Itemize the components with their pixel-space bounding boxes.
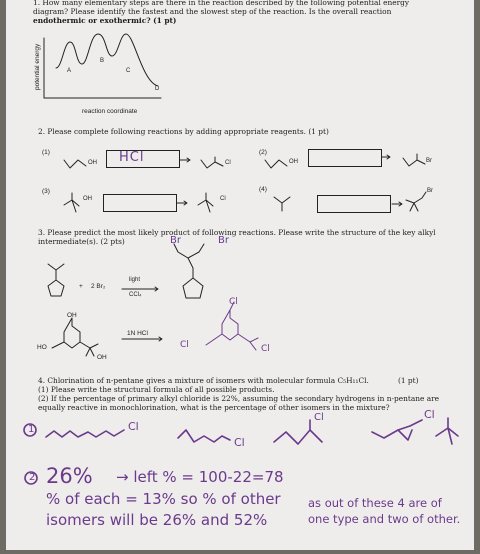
q4-hand-cl-d: Cl	[424, 408, 435, 421]
q3-hand-br-2: Br	[218, 235, 229, 246]
q4-struct-5	[436, 418, 458, 444]
q3-hand-cl-1: Cl	[229, 297, 238, 307]
q3-oh-top: OH	[67, 312, 77, 319]
q2-reaction-4	[274, 192, 426, 211]
q4-answer-note1: as out of these 4 are of	[308, 496, 442, 510]
q2-reagent-answer-1: HCl	[119, 150, 145, 165]
q3-plus: +	[79, 283, 83, 290]
q1-line1: 1. How many elementary steps are there in the reaction described by the following potential energy	[33, 0, 410, 7]
q2-label-3: (3)	[42, 188, 50, 195]
q2-header: 2. Please complete following reactions by adding appropriate reagents. (1 pt)	[38, 127, 329, 136]
q3-top-reactant	[48, 264, 64, 296]
q4-points: (1 pt)	[398, 376, 419, 385]
energy-curve	[56, 34, 158, 86]
q2-r3-product	[198, 193, 213, 212]
q1-point-a: A	[67, 68, 72, 74]
q4-hand-cl-c: Cl	[314, 412, 324, 423]
q2-oh-2: OH	[289, 159, 298, 165]
q3-top-arrow	[122, 287, 158, 291]
energy-diagram	[44, 34, 161, 98]
q4-line2: (1) Please write the structural formula of all possible products.	[38, 385, 275, 394]
q2-br-2: Br	[426, 158, 432, 164]
q3-line1: 3. Please predict the most likely product of following reactions. Please write the structure of the key alkyl	[38, 228, 436, 237]
q4-struct-2	[178, 430, 230, 442]
q3-bottom-reactant	[52, 318, 98, 356]
q3-hand-br-1: Br	[170, 235, 181, 246]
q2-r2-reactant	[265, 160, 287, 168]
q2-br-4: Br	[427, 188, 433, 194]
q4-answer-isomers: isomers will be 26% and 52%	[46, 511, 268, 529]
q2-r4-product	[406, 192, 426, 211]
q3-reaction-bottom	[52, 302, 258, 356]
q2-r4-arrow	[392, 202, 402, 206]
q3-hand-cl-2: Cl	[180, 340, 189, 350]
q3-reaction-top	[48, 244, 204, 298]
q4-struct-3	[274, 420, 322, 444]
q4-line1: 4. Chlorination of n-pentane gives a mixture of isomers with molecular formula C₅H₁₁Cl.	[38, 376, 369, 385]
q4-line3: (2) If the percentage of primary alkyl chloride is 22%, assuming the secondary hydrogens in n-pentane are	[38, 394, 440, 403]
q4-answer-left: → left % = 100-22=78	[116, 468, 284, 486]
q2-r4-reactant	[274, 197, 290, 211]
q3-oh-bottom: OH	[97, 354, 107, 361]
q4-hand-cl-b: Cl	[234, 436, 245, 449]
q4-line4: equally reactive in monochlorination, what is the percentage of other isomers in the mixture?	[38, 403, 390, 412]
q2-r1-product	[201, 157, 223, 168]
q1-line3: endothermic or exothermic? (1 pt)	[33, 16, 177, 25]
q2-oh-1: OH	[88, 160, 97, 166]
q3-bottom-arrow	[122, 337, 162, 341]
q2-r1-arrow	[180, 158, 190, 162]
q2-label-4: (4)	[259, 186, 267, 193]
q3-bottom-product	[206, 302, 258, 350]
q1-point-b: B	[100, 58, 105, 64]
q3-ho: HO	[37, 344, 47, 351]
q2-r3-arrow	[177, 201, 187, 205]
q1-point-c: C	[126, 68, 131, 74]
q2-cl-1: Cl	[225, 160, 231, 166]
q3-acid: 1N HCl	[127, 330, 148, 337]
q4-hand-cl-a: Cl	[128, 420, 139, 433]
q2-r1-reactant	[64, 160, 86, 168]
q4-struct-1	[46, 430, 124, 437]
q2-r2-arrow	[382, 155, 390, 159]
q3-line2: intermediate(s). (2 pts)	[38, 237, 125, 246]
q3-top-product	[174, 244, 204, 298]
q4-struct-4	[372, 420, 422, 440]
q2-cl-3: Cl	[220, 196, 226, 202]
q4-structures	[24, 418, 458, 484]
q2-r3-reactant	[64, 193, 79, 212]
q2-reaction-2	[265, 154, 425, 168]
q4-answer-each: % of each = 13% so % of other	[46, 490, 281, 508]
q1-line2: diagram? Please identify the fastest and the slowest step of the reaction. Is the overall reaction	[33, 7, 392, 16]
q3-hand-cl-3: Cl	[261, 344, 270, 354]
q2-reaction-3	[64, 193, 213, 212]
q1-point-d: D	[155, 86, 160, 92]
q1-xlabel: reaction coordinate	[82, 108, 138, 115]
q1-ylabel: potential energy	[34, 43, 41, 90]
q3-cond-light: light	[129, 277, 141, 283]
q2-oh-3: OH	[83, 196, 92, 202]
q4-circ-2: 2	[29, 472, 36, 483]
q4-answer-note2: one type and two of other.	[308, 512, 461, 526]
q2-reaction-1	[64, 157, 223, 168]
q2-r2-product	[403, 154, 425, 166]
q3-reagent: 2 Br₂	[91, 283, 106, 290]
q3-cond-ccl4: CCl₄	[129, 292, 142, 298]
q4-answer-pct: 26%	[46, 464, 93, 488]
q2-label-1: (1)	[42, 149, 50, 156]
q4-circ-1: 1	[28, 424, 35, 435]
q2-label-2: (2)	[259, 149, 267, 156]
